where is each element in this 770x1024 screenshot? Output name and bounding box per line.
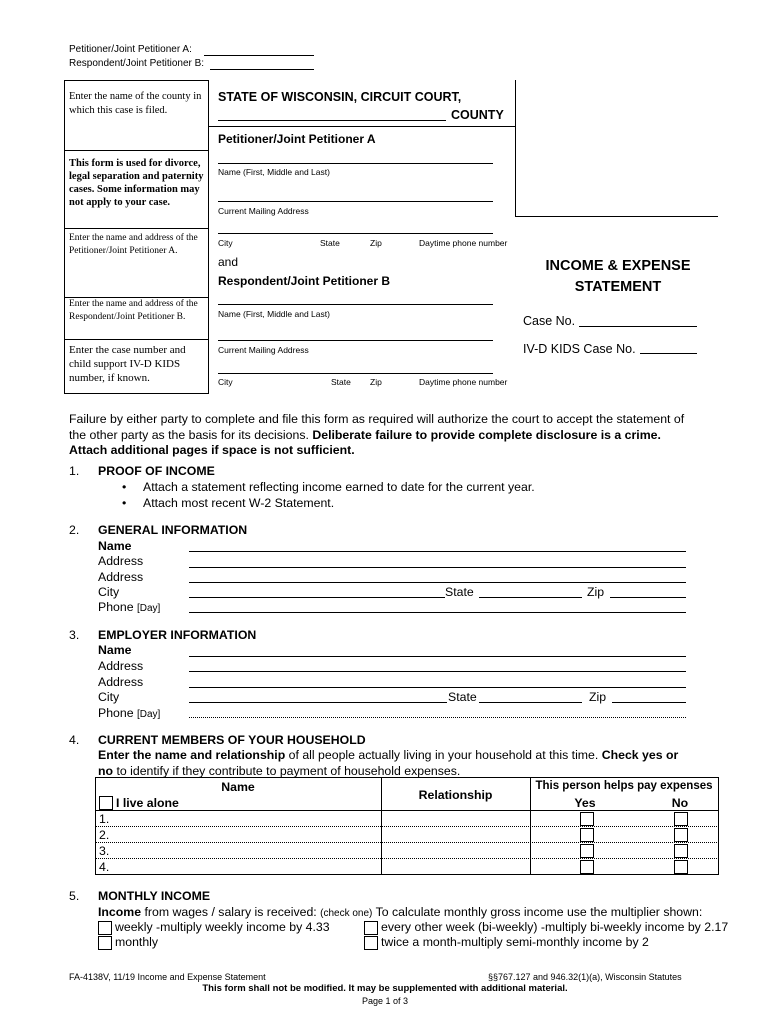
s3-num: 3. [69,628,80,642]
intro-line2: the other party as the basis for its decisions. Deliberate failure to provide complete disclosure is a crime. [69,428,661,442]
left-box-sep1 [64,150,208,151]
form-title-line1: INCOME & EXPENSE [545,258,691,274]
s2-phone-field[interactable] [189,612,686,613]
respondent-address-line[interactable] [218,340,493,341]
respondent-mailing-hint: Current Mailing Address [218,345,309,355]
ivd-no-line[interactable] [640,353,697,354]
respondent-city-hint: City [218,377,233,387]
footer-page: Page 1 of 3 [361,996,409,1006]
table-row-sep-3 [95,858,719,859]
row-number-4: 4. [99,860,110,874]
s4-instructions-1: Enter the name and relationship of all people actually living in your household at this time. Check yes or [98,748,679,762]
row-number-3: 3. [99,844,110,858]
petitioner-city-hint: City [218,238,233,248]
row-3-no-checkbox[interactable] [674,844,688,858]
s2-state-label: State [445,585,474,599]
s3-phone-field[interactable] [189,717,686,718]
s3-state-field[interactable] [479,702,582,703]
s2-city-label: City [98,585,120,599]
left-box-bottom [64,393,208,394]
row-4-yes-checkbox[interactable] [580,860,594,874]
s1-bullet-1: • Attach a statement reflecting income earned to date for the current year. [122,480,535,494]
s3-phone-label: Phone [Day] [98,706,161,720]
table-top [95,777,719,778]
col-yes-header: Yes [574,796,596,810]
s2-num: 2. [69,523,80,537]
and-label: and [218,255,239,269]
case-no-label: Case No. [523,314,576,328]
s2-address-label-2: Address [98,570,144,584]
petitioner-a-header: Petitioner/Joint Petitioner A: [69,44,192,55]
county-line[interactable] [218,120,446,121]
s4-num: 4. [69,733,80,747]
respondent-name-line[interactable] [218,304,493,305]
s2-title: GENERAL INFORMATION [98,523,248,537]
form-title-line2: STATEMENT [574,279,662,295]
court-title: STATE OF WISCONSIN, CIRCUIT COURT, [218,90,462,104]
s4-title: CURRENT MEMBERS OF YOUR HOUSEHOLD [98,733,366,747]
petitioner-name-line[interactable] [218,163,493,164]
s3-address-label-1: Address [98,659,144,673]
s3-zip-field[interactable] [612,702,686,703]
form-use-note: This form is used for divorce, legal separation and paternity cases. Some information may not apply to your case. [69,158,204,208]
row-2-no-checkbox[interactable] [674,828,688,842]
case-no-line[interactable] [579,326,697,327]
semimonthly-checkbox[interactable] [364,936,378,950]
caption-sep [208,126,515,127]
s3-city-field[interactable] [189,702,447,703]
live-alone-checkbox[interactable] [99,796,113,810]
petitioner-city-line[interactable] [218,233,493,234]
respondent-note: Enter the name and address of the Respondent/Joint Petitioner B. [69,299,198,322]
respondent-phone-hint: Daytime phone number [419,377,508,387]
s2-zip-field[interactable] [610,597,686,598]
s2-state-field[interactable] [479,597,582,598]
right-caption-border [515,80,516,216]
row-number-2: 2. [99,828,110,842]
s2-name-field[interactable] [189,551,686,552]
s3-address-label-2: Address [98,675,144,689]
left-box-top [64,80,208,81]
s3-address-field-2[interactable] [189,687,686,688]
table-header-bottom [95,810,719,811]
respondent-state-hint: State [331,377,351,387]
s3-name-field[interactable] [189,656,686,657]
left-box-border [64,80,65,394]
table-row-sep-1 [95,826,719,827]
biweekly-label: every other week (bi-weekly) -multiply bi-weekly income by 2.17 [381,920,729,934]
monthly-checkbox[interactable] [98,936,112,950]
s2-phone-label: Phone [Day] [98,600,161,614]
petitioner-a-header-line[interactable] [204,55,314,56]
row-2-yes-checkbox[interactable] [580,828,594,842]
petitioner-state-hint: State [320,238,340,248]
monthly-label: monthly [115,935,159,949]
s2-zip-label: Zip [587,585,605,599]
weekly-checkbox[interactable] [98,921,112,935]
row-4-no-checkbox[interactable] [674,860,688,874]
col-name-header: Name [221,780,255,794]
col-no-header: No [671,796,689,810]
footer-form-id: FA-4138V, 11/19 Income and Expense Statement [69,972,266,982]
s3-address-field-1[interactable] [189,671,686,672]
s3-zip-label: Zip [589,690,607,704]
biweekly-checkbox[interactable] [364,921,378,935]
left-box-sep2 [64,228,208,229]
petitioner-address-line[interactable] [218,201,493,202]
s2-name-label: Name [98,539,132,553]
semimonthly-label: twice a month-multiply semi-monthly income by 2 [381,935,649,949]
county-label: COUNTY [451,108,504,122]
respondent-b-header: Respondent/Joint Petitioner B: [69,58,205,69]
s5-title: MONTHLY INCOME [98,889,211,903]
left-box-sep4 [64,339,208,340]
respondent-zip-hint: Zip [370,377,382,387]
s3-name-label: Name [98,643,132,657]
petitioner-note: Enter the name and address of the Petitioner/Joint Petitioner A. [69,233,198,256]
petitioner-zip-hint: Zip [370,238,382,248]
s3-state-label: State [448,690,477,704]
s1-title: PROOF OF INCOME [98,464,215,478]
s3-city-label: City [98,690,120,704]
respondent-city-line[interactable] [218,373,493,374]
respondent-b-header-line[interactable] [210,69,314,70]
intro-line1: Failure by either party to complete and file this form as required will authorize the court to accept the statement of [69,412,685,426]
row-3-yes-checkbox[interactable] [580,844,594,858]
row-number-1: 1. [99,812,110,826]
weekly-label: weekly -multiply weekly income by 4.33 [115,920,330,934]
county-note: Enter the name of the county in which this case is filed. [69,91,202,116]
respondent-heading: Respondent/Joint Petitioner B [218,274,391,288]
caption-divider [208,80,209,394]
table-row-sep-2 [95,842,719,843]
s4-instructions-2: no to identify if they contribute to payment of household expenses. [98,764,461,778]
petitioner-heading: Petitioner/Joint Petitioner A [218,132,376,146]
col-helps-header: This person helps pay expenses [535,780,713,792]
table-bottom [95,874,719,875]
bullet-icon: • [122,480,127,494]
s3-title: EMPLOYER INFORMATION [98,628,257,642]
s5-num: 5. [69,889,80,903]
petitioner-name-hint: Name (First, Middle and Last) [218,167,330,177]
footer-notice: This form shall not be modified. It may be supplemented with additional material. [202,983,568,994]
petitioner-phone-hint: Daytime phone number [419,238,508,248]
ivd-no-label: IV-D KIDS Case No. [523,342,636,356]
s1-num: 1. [69,464,80,478]
row-1-no-checkbox[interactable] [674,812,688,826]
right-caption-bottom [515,216,718,217]
s1-bullet-2: • Attach most recent W-2 Statement. [122,496,335,510]
petitioner-mailing-hint: Current Mailing Address [218,206,309,216]
col-relationship-header: Relationship [418,788,493,802]
live-alone-label: I live alone [116,796,179,810]
row-1-yes-checkbox[interactable] [580,812,594,826]
intro-line3: Attach additional pages if space is not sufficient. [69,443,355,457]
s5-income-line: Income from wages / salary is received: (check one) To calculate monthly gross income use the multiplier shown: [98,905,703,919]
bullet-icon: • [122,496,127,510]
respondent-name-hint: Name (First, Middle and Last) [218,309,330,319]
footer-statutes: §§767.127 and 946.32(1)(a), Wisconsin Statutes [488,972,682,982]
case-note: Enter the case number and child support IV-D KIDS number, if known. [69,344,186,384]
s2-address-field-2[interactable] [189,582,686,583]
s2-address-label-1: Address [98,554,144,568]
s2-city-field[interactable] [189,597,445,598]
s2-address-field-1[interactable] [189,567,686,568]
